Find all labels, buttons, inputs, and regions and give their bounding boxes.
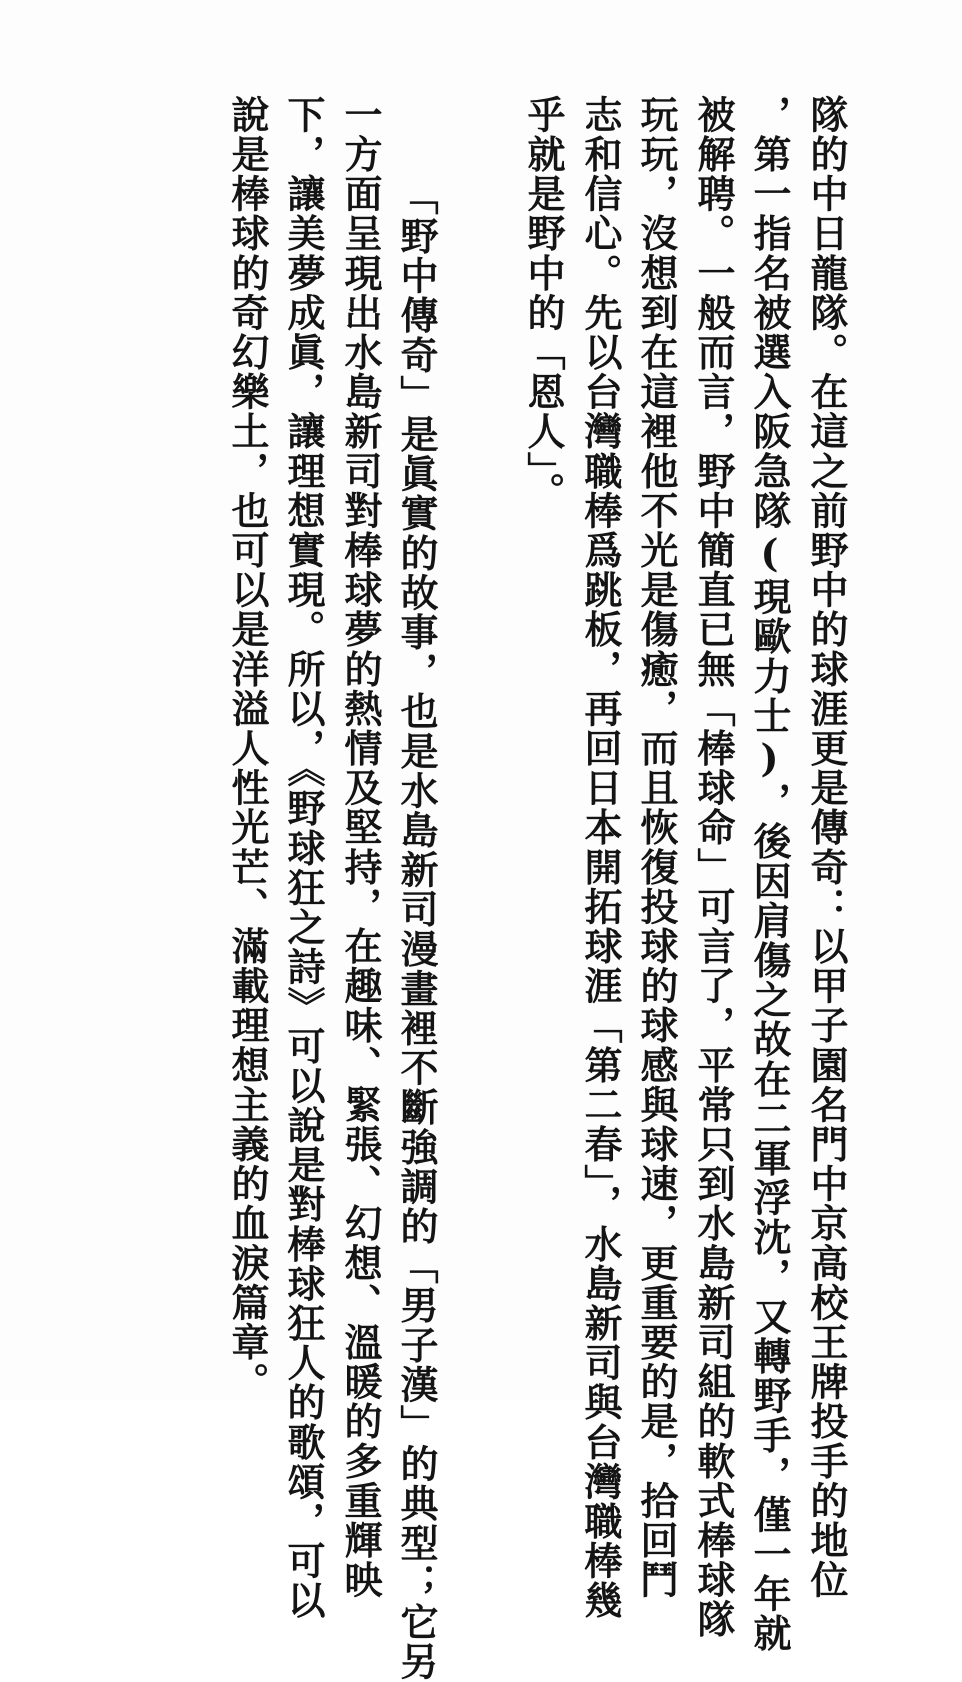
text-column: ，第一指名被選入阪急隊(現歐力士)，後因肩傷之故在二軍浮沈，又轉野手，僅一年就 bbox=[747, 95, 792, 1654]
text-column: 被解聘。一般而言，野中簡直已無「棒球命」可言了，平常只到水島新司組的軟式棒球隊 bbox=[691, 95, 736, 1640]
text-column: 志和信心。先以台灣職棒爲跳板，再回日本開拓球涯「第二春」，水島新司與台灣職棒幾 bbox=[578, 95, 623, 1621]
text-column: 下，讓美夢成眞，讓理想實現。所以，《野球狂之詩》可以說是對棒球狂人的歌頌，可以 bbox=[281, 95, 326, 1621]
text-column: 「野中傳奇」是眞實的故事，也是水島新司漫畫裡不斷強調的「男子漢」的典型；它另 bbox=[394, 177, 439, 1682]
text-column: 隊的中日龍隊。在這之前野中的球涯更是傳奇：以甲子園名門中京高校王牌投手的地位 bbox=[804, 95, 849, 1600]
text-column: 一方面呈現出水島新司對棒球夢的熱情及堅持，在趣味、緊張、幻想、溫暖的多重輝映 bbox=[338, 95, 383, 1600]
text-column: 說是棒球的奇幻樂土，也可以是洋溢人性光芒、滿載理想主義的血淚篇章。 bbox=[225, 95, 270, 1402]
text-column: 玩玩，沒想到在這裡他不光是傷癒，而且恢復投球的球感與球速，更重要的是，拾回鬥 bbox=[634, 95, 679, 1600]
text-column: 乎就是野中的「恩人」。 bbox=[521, 95, 566, 512]
